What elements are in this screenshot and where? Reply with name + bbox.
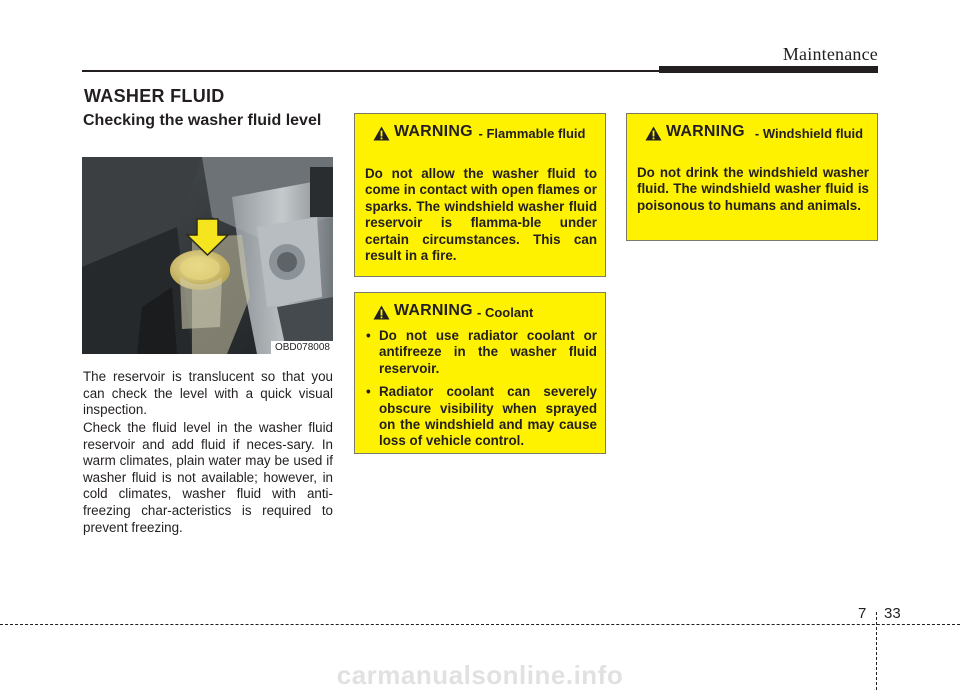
- warning-list-item: • Radiator coolant can severely obscure visibility when sprayed on the windshield and may cause loss of vehicle control.: [363, 384, 597, 450]
- page-chapter: 7: [858, 605, 867, 622]
- warning-subtitle: - Windshield fluid: [754, 126, 864, 141]
- warning-subtitle: - Flammable fluid: [478, 126, 586, 141]
- warning-box-flammable: [354, 113, 606, 277]
- warning-triangle-icon: [645, 126, 662, 141]
- body-paragraph-2: Check the fluid level in the washer fluid reservoir and add fluid if neces-sary. In warm climates, plain water may be used if washer fluid is not available; however, in cold climates, washer fluid with anti-freezing char-acteristics is required to prevent freezing.: [83, 420, 333, 535]
- warning-text: Do not allow the washer fluid to come in contact with open flames or sparks. The windshield washer fluid reservoir is flamma-ble under certain circumstances. This can result in a fire.: [365, 166, 597, 264]
- warning-list: [363, 328, 597, 450]
- body-paragraph-1: The reservoir is translucent so that you can check the level with a quick visual inspection.: [83, 369, 333, 418]
- page-header-title: Maintenance: [782, 44, 878, 64]
- warning-subtitle: - Coolant: [477, 305, 534, 320]
- warning-list-item: • Do not use radiator coolant or antifreeze in the washer fluid reservoir.: [363, 328, 597, 377]
- header-rule: [82, 70, 659, 72]
- section-title: WASHER FLUID: [84, 86, 225, 106]
- subsection-title: Checking the washer fluid level: [83, 112, 322, 129]
- warning-triangle-icon: [373, 305, 390, 320]
- photo-code: OBD078008: [271, 341, 333, 354]
- footer-rule: [0, 624, 960, 625]
- warning-word: WARNING: [394, 302, 473, 319]
- engine-bay-photo: [82, 157, 333, 354]
- engine-bay-illustration: [82, 157, 333, 354]
- header-bar: [659, 66, 878, 73]
- warning-box-windshield: [626, 113, 878, 241]
- watermark: carmanualsonline.info: [336, 660, 624, 690]
- warning-text: Do not drink the windshield washer fluid. The windshield washer fluid is poisonous to humans and animals.: [637, 165, 869, 213]
- page-number: 33: [884, 605, 901, 622]
- warning-box-coolant: [354, 292, 606, 454]
- warning-triangle-icon: [373, 126, 390, 141]
- warning-list-wrap: [363, 328, 597, 457]
- warning-word: WARNING: [394, 123, 473, 140]
- warning-word: WARNING: [666, 123, 745, 140]
